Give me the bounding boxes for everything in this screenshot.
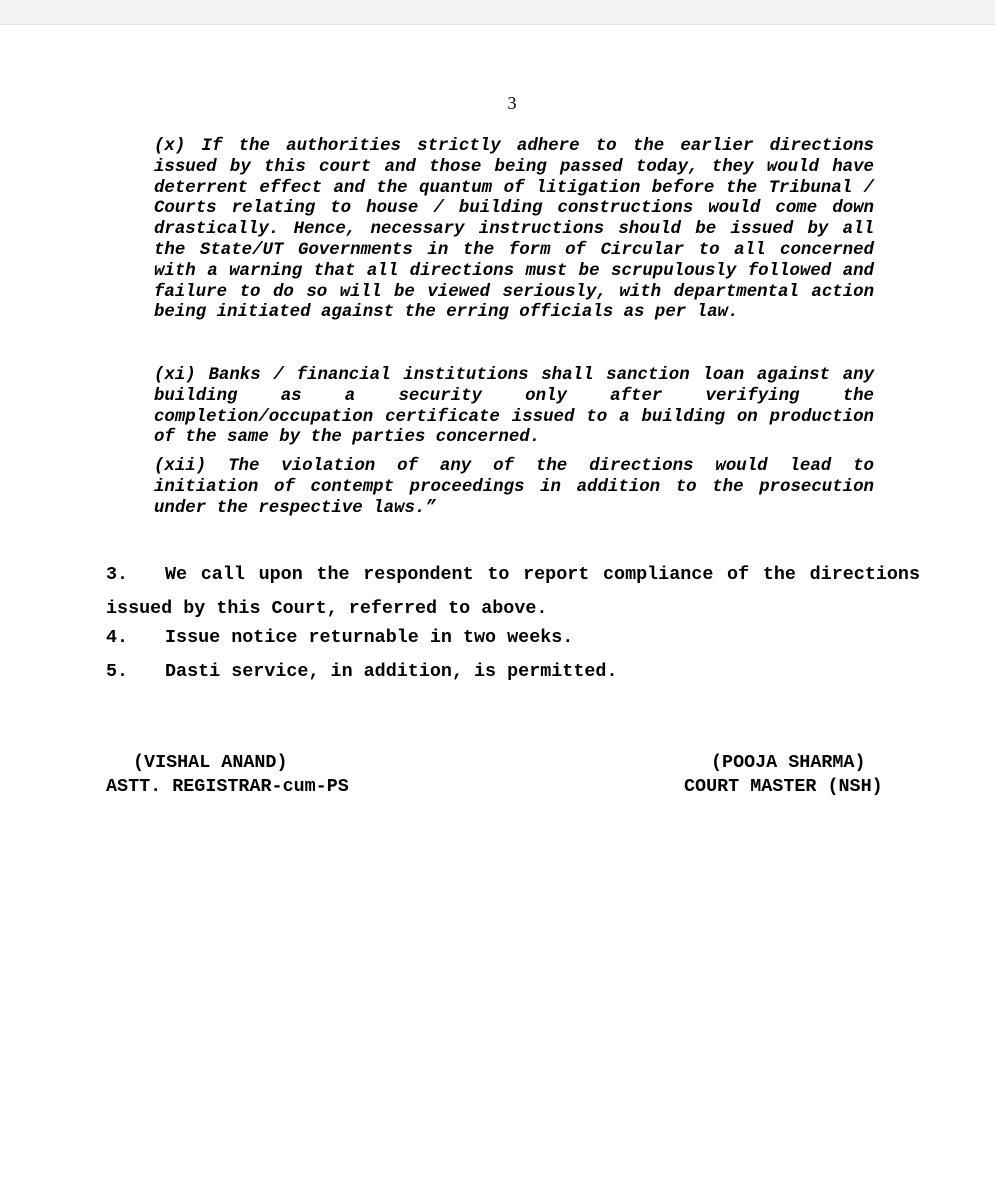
order-paragraph-5 <box>106 659 920 685</box>
paragraph-number: 4. <box>106 627 129 648</box>
direction-x-paragraph: (x) If the authorities strictly adhere to the earlier directions issued by this court and those being passed today, they would have deterrent effect and the quantum of litigation before the Tribunal / Courts relating to house / building constructions would come down drastically. Hence, necessary instructions should be issued by all the State/UT Governments in the form of Circular to all concerned with a warning that all directions must be scrupulously followed and failure to do so will be viewed seriously, with departmental action being initiated against the erring officials as per law. <box>154 137 874 323</box>
document-page <box>0 25 995 1200</box>
order-paragraph-3 <box>106 558 920 626</box>
paragraph-text: Issue notice returnable in two weeks. <box>165 627 574 648</box>
paragraph-text: Dasti service, in addition, is permitted. <box>165 661 618 682</box>
signatory-right-name: (POOJA SHARMA) <box>711 752 866 773</box>
page-number: 3 <box>507 93 517 113</box>
direction-xii-paragraph: (xii) The violation of any of the directions would lead to initiation of contempt proceedings in addition to the prosecution under the respective laws.” <box>154 457 874 518</box>
viewer-top-bar <box>0 0 995 25</box>
signatory-right-title: COURT MASTER (NSH) <box>684 776 883 797</box>
paragraph-number: 5. <box>106 661 129 682</box>
paragraph-number: 3. <box>106 564 129 585</box>
signatory-left-name: (VISHAL ANAND) <box>133 752 288 773</box>
signatory-left-title: ASTT. REGISTRAR-cum-PS <box>106 776 349 797</box>
direction-xi-paragraph: (xi) Banks / financial institutions shall sanction loan against any building as a security only after verifying the completion/occupation certificate issued to a building on production of the same by the parties concerned. <box>154 366 874 448</box>
paragraph-text: We call upon the respondent to report compliance of the directions issued by this Court, referred to above. <box>106 564 920 619</box>
order-paragraph-4 <box>106 625 920 651</box>
